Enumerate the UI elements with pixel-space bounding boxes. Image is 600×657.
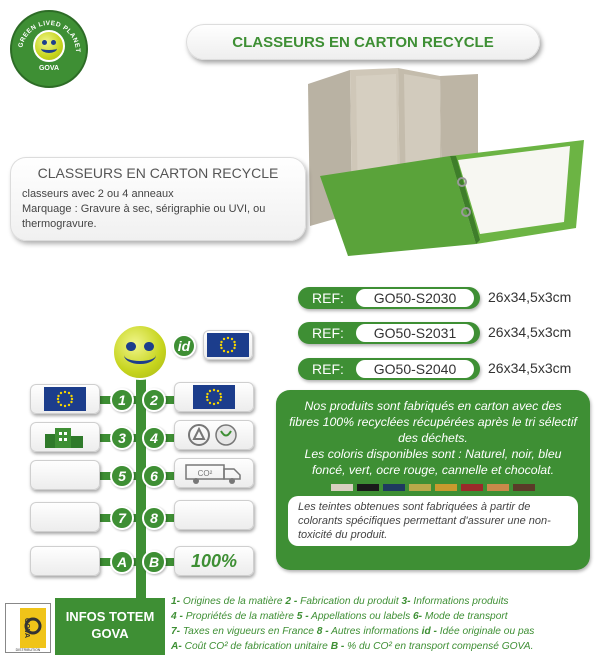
totem-letter-b: B: [142, 550, 166, 574]
totem-legend: [165, 591, 600, 655]
ref-label: REF:: [312, 290, 344, 306]
totem-letter-a: A: [110, 550, 134, 574]
tile-4-recycle: [174, 420, 254, 450]
co2-label: CO²: [197, 469, 213, 478]
tile-8-empty: [174, 500, 254, 530]
totem-number-3: 3: [110, 426, 134, 450]
info-paragraph-1: Nos produits sont fabriqués en carton avec des fibres 100% recyclées récupérées après le tri sélectif des déchets.: [289, 399, 577, 445]
tile-6-truck: [174, 458, 254, 488]
green-lived-planet-logo: [10, 10, 88, 88]
color-swatch: [435, 484, 457, 491]
tile-5-empty: [30, 460, 100, 490]
page-title: CLASSEURS EN CARTON RECYCLE: [186, 24, 540, 60]
info-paragraph-2: Les coloris disponibles sont : Naturel, noir, bleu foncé, vert, ocre rouge, cannelle et chocolat.: [304, 447, 562, 477]
ref-code: GO50-S2030: [356, 289, 474, 307]
color-swatch: [409, 484, 431, 491]
info-box: [276, 390, 590, 570]
ref-size: 26x34,5x3cm: [488, 324, 572, 340]
color-swatch: [513, 484, 535, 491]
legend-line: 4 - Propriétés de la matière 5 - Appellations ou labels 6- Mode de transport: [171, 611, 508, 622]
ref-label: REF:: [312, 325, 344, 341]
color-swatches: [288, 484, 578, 491]
logo-smiley-icon: [33, 30, 65, 62]
gova-logo-letters: GOVA: [23, 617, 30, 639]
truck-icon: [184, 461, 244, 485]
tile-1-eu-flag: [30, 384, 100, 414]
info-note: Les teintes obtenues sont fabriquées à partir de colorants spécifiques permettant d'assurer une non-toxicité du produit.: [288, 496, 578, 546]
infos-totem-brand: GOVA: [91, 626, 129, 641]
totem-smiley-icon: [112, 324, 168, 380]
tile-b-percent: [174, 546, 254, 576]
legend-line: A- Coût CO² de fabrication unitaire B - % du CO² en transport compensé GOVA.: [171, 641, 534, 652]
logo-ring-text: GREEN LIVED PLANET: [17, 19, 82, 53]
tile-3-factory: [30, 422, 100, 452]
color-swatch: [487, 484, 509, 491]
recycle-icon: [184, 422, 244, 448]
id-eu-flag-tile: [203, 330, 253, 360]
eu-flag-icon: [207, 333, 249, 357]
transport-co2-percent: 100%: [190, 550, 238, 571]
totem-id-badge: id: [172, 334, 196, 358]
tile-2-eu-flag: [174, 382, 254, 412]
color-swatch: [461, 484, 483, 491]
totem-number-7: 7: [110, 506, 134, 530]
color-swatch: [331, 484, 353, 491]
tile-7-empty: [30, 502, 100, 532]
color-swatch: [357, 484, 379, 491]
ref-label: REF:: [312, 361, 344, 377]
ref-size: 26x34,5x3cm: [488, 360, 572, 376]
factory-icon: [43, 424, 87, 450]
reference-row: [298, 287, 594, 309]
description-line-2: Marquage : Gravure à sec, sérigraphie ou UVI, ou thermogravure.: [22, 203, 266, 230]
ref-code: GO50-S2031: [356, 324, 474, 342]
gova-logo-sub: DISTRIBUTION: [15, 648, 41, 652]
ref-code: GO50-S2040: [356, 360, 474, 378]
reference-row: [298, 358, 594, 380]
totem-number-5: 5: [110, 464, 134, 488]
legend-line: 1- Origines de la matière 2 - Fabrication du produit 3- Informations produits: [171, 596, 509, 607]
eu-flag-icon: [193, 385, 235, 409]
totem-number-8: 8: [142, 506, 166, 530]
infos-totem-title: INFOS TOTEM: [65, 609, 155, 624]
totem-number-2: 2: [142, 388, 166, 412]
description-title: CLASSEURS EN CARTON RECYCLE: [37, 165, 279, 181]
color-swatch: [383, 484, 405, 491]
totem-number-1: 1: [110, 388, 134, 412]
description-line-1: classeurs avec 2 ou 4 anneaux: [22, 188, 174, 200]
gova-distribution-logo: [5, 603, 51, 653]
product-description: [10, 157, 306, 241]
ref-size: 26x34,5x3cm: [488, 289, 572, 305]
infos-totem-label: [55, 598, 165, 655]
totem-number-4: 4: [142, 426, 166, 450]
reference-row: [298, 322, 594, 344]
totem-number-6: 6: [142, 464, 166, 488]
tile-a-empty: [30, 546, 100, 576]
product-binders-image: [300, 64, 590, 264]
legend-line: 7- Taxes en vigueurs en France 8 - Autres informations id - Idée originale ou pas: [171, 626, 535, 637]
logo-brand: GOVA: [38, 65, 60, 72]
eu-flag-icon: [44, 387, 86, 411]
